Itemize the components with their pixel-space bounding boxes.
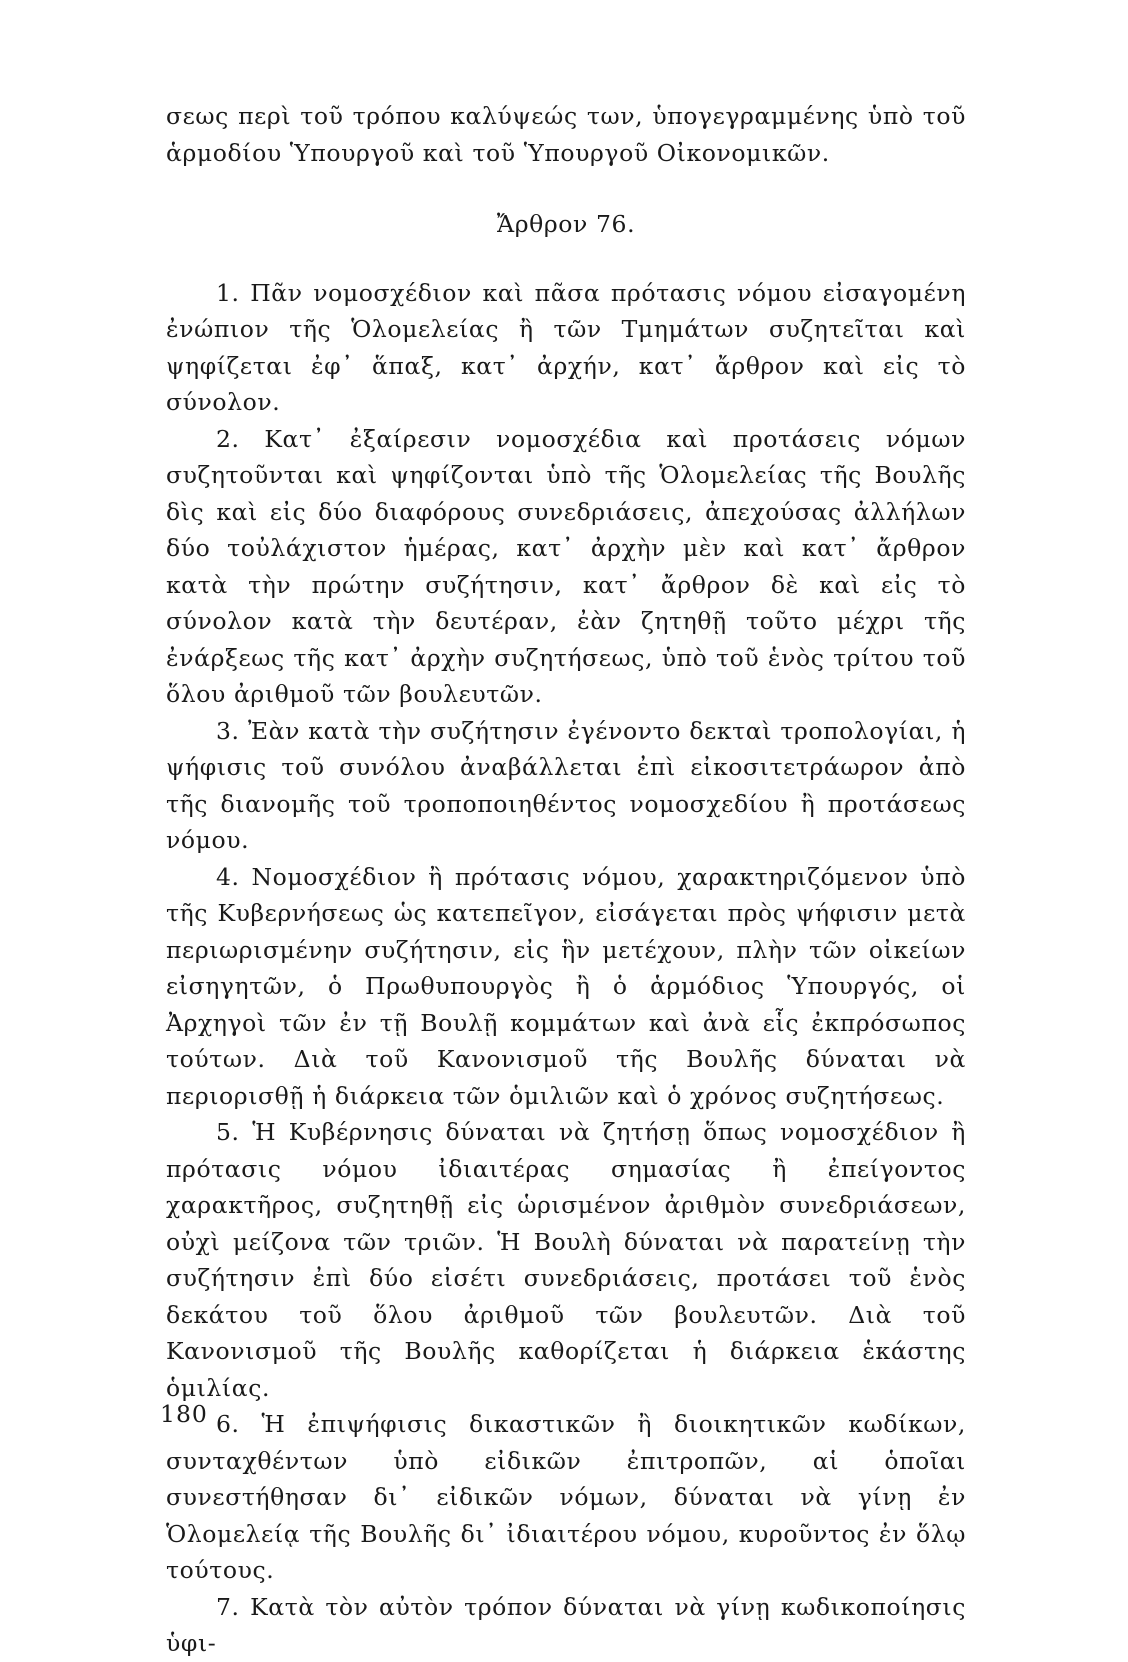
paragraph-4: 4. Νομοσχέδιον ἢ πρότασις νόμου, χαρακτηριζόμενον ὑπὸ τῆς Κυβερνήσεως ὡς κατεπεῖγον, εἰσάγεται πρὸς ψήφισιν μετὰ περιωρισμένην συζήτησιν, εἰς ἣν μετέχουν, πλὴν τῶν οἰκείων εἰσηγητῶν, ὁ Πρωθυπουργὸς ἢ ὁ ἁρμόδιος Ὑπουργός, οἱ Ἀρχηγοὶ τῶν ἐν τῇ Βουλῇ κομμάτων καὶ ἀνὰ εἷς ἐκπρόσωπος τούτων. Διὰ τοῦ Κανονισμοῦ τῆς Βουλῆς δύναται νὰ περιορισθῇ ἡ διάρκεια τῶν ὁμιλιῶν καὶ ὁ χρόνος συζητήσεως. bbox=[166, 862, 966, 1110]
paragraph-6: 6. Ἡ ἐπιψήφισις δικαστικῶν ἢ διοικητικῶν κωδίκων, συνταχθέντων ὑπὸ εἰδικῶν ἐπιτροπῶν, αἱ ὁποῖαι συνεστήθησαν δι᾽ εἰδικῶν νόμων, δύναται νὰ γίνῃ ἐν Ὁλομελείᾳ τῆς Βουλῆς δι᾽ ἰδιαιτέρου νόμου, κυροῦντος ἐν ὅλῳ τούτους. bbox=[166, 1410, 966, 1584]
article-heading: Ἄρθρον 76. bbox=[496, 210, 636, 238]
paragraph-5: 5. Ἡ Κυβέρνησις δύναται νὰ ζητήσῃ ὅπως νομοσχέδιον ἢ πρότασις νόμου ἰδιαιτέρας σημασίας ἢ ἐπείγοντος χαρακτῆρος, συζητηθῇ εἰς ὡρισμένον ἀριθμὸν συνεδριάσεων, οὐχὶ μείζονα τῶν τριῶν. Ἡ Βουλὴ δύναται νὰ παρατείνῃ τὴν συζήτησιν ἐπὶ δύο εἰσέτι συνεδριάσεις, προτάσει τοῦ ἑνὸς δεκάτου τοῦ ὅλου ἀριθμοῦ τῶν βουλευτῶν. Διὰ τοῦ Κανονισμοῦ τῆς Βουλῆς καθορίζεται ἡ διάρκεια ἑκάστης ὁμιλίας. bbox=[166, 1118, 966, 1402]
page-number: 180 bbox=[160, 1400, 208, 1428]
continuation-paragraph: σεως περὶ τοῦ τρόπου καλύψεώς των, ὑπογεγραμμένης ὑπὸ τοῦ ἁρμοδίου Ὑπουργοῦ καὶ τοῦ Ὑπουργοῦ Οἰκονομικῶν. bbox=[166, 102, 966, 167]
body-text bbox=[166, 98, 966, 1662]
paragraph-1: 1. Πᾶν νομοσχέδιον καὶ πᾶσα πρότασις νόμου εἰσαγομένη ἐνώπιον τῆς Ὁλομελείας ἢ τῶν Τμημάτων συζητεῖται καὶ ψηφίζεται ἐφ᾽ ἅπαξ, κατ᾽ ἀρχήν, κατ᾽ ἄρθρον καὶ εἰς τὸ σύνολον. bbox=[166, 278, 966, 416]
paragraph-3: 3. Ἐὰν κατὰ τὴν συζήτησιν ἐγένοντο δεκταὶ τροπολογίαι, ἡ ψήφισις τοῦ συνόλου ἀναβάλλεται ἐπὶ εἰκοσιτετράωρον ἀπὸ τῆς διανομῆς τοῦ τροποποιηθέντος νομοσχεδίου ἢ προτάσεως νόμου. bbox=[166, 716, 966, 854]
paragraph-7: 7. Κατὰ τὸν αὐτὸν τρόπον δύναται νὰ γίνῃ κωδικοποίησις ὑφι- bbox=[166, 1592, 966, 1657]
paragraph-2: 2. Κατ᾽ ἐξαίρεσιν νομοσχέδια καὶ προτάσεις νόμων συζητοῦνται καὶ ψηφίζονται ὑπὸ τῆς Ὁλομελείας τῆς Βουλῆς δὶς καὶ εἰς δύο διαφόρους συνεδριάσεις, ἀπεχούσας ἀλλήλων δύο τοὐλάχιστον ἡμέρας, κατ᾽ ἀρχὴν μὲν καὶ κατ᾽ ἄρθρον κατὰ τὴν πρώτην συζήτησιν, κατ᾽ ἄρθρον δὲ καὶ εἰς τὸ σύνολον κατὰ τὴν δευτέραν, ἐὰν ζητηθῇ τοῦτο μέχρι τῆς ἐνάρξεως τῆς κατ᾽ ἀρχὴν συζητήσεως, ὑπὸ τοῦ ἑνὸς τρίτου τοῦ ὅλου ἀριθμοῦ τῶν βουλευτῶν. bbox=[166, 424, 966, 708]
